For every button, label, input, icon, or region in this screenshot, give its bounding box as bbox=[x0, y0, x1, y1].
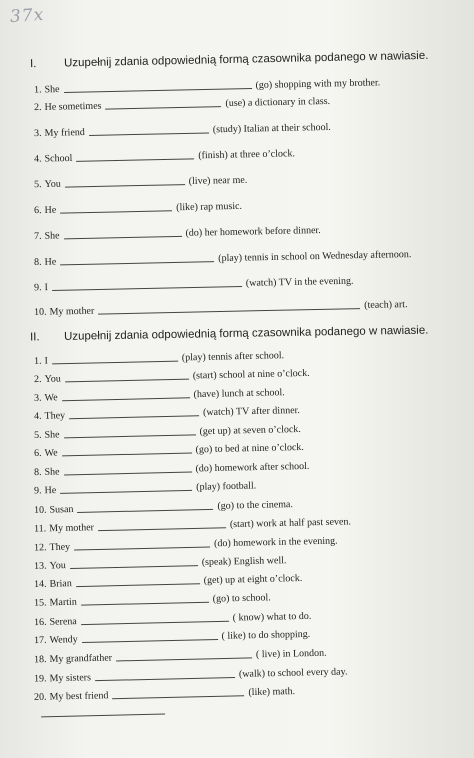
item-verb-prompt: (do) her homework before dinner. bbox=[185, 224, 321, 239]
exercise-item bbox=[34, 533, 338, 554]
answer-blank[interactable] bbox=[74, 545, 210, 550]
item-number: 9. bbox=[33, 485, 42, 497]
item-subject: I bbox=[44, 282, 49, 294]
item-number: 2. bbox=[33, 373, 42, 386]
answer-blank[interactable] bbox=[52, 360, 178, 365]
answer-blank[interactable] bbox=[70, 564, 198, 569]
item-subject: You bbox=[44, 178, 61, 191]
item-subject: We bbox=[44, 392, 58, 404]
item-subject: He bbox=[44, 256, 57, 268]
section-2-heading bbox=[30, 325, 429, 344]
answer-blank[interactable] bbox=[112, 694, 244, 699]
item-verb-prompt: (teach) art. bbox=[364, 299, 408, 311]
item-subject: Martin bbox=[49, 596, 77, 609]
exercise-item bbox=[34, 589, 271, 608]
item-subject: They bbox=[44, 410, 66, 422]
answer-blank[interactable] bbox=[64, 235, 182, 239]
handwritten-note: 37x bbox=[9, 4, 45, 28]
exercise-item bbox=[34, 246, 412, 268]
item-number: 12. bbox=[33, 542, 47, 554]
item-number: 13. bbox=[33, 560, 47, 572]
item-number: 11. bbox=[33, 523, 47, 535]
answer-blank[interactable] bbox=[62, 396, 190, 401]
item-subject: She bbox=[44, 84, 60, 96]
item-number: 10. bbox=[33, 504, 47, 516]
item-number: 4. bbox=[33, 153, 42, 165]
item-number: 3. bbox=[33, 392, 42, 404]
item-subject: We bbox=[44, 447, 58, 459]
item-subject: My friend bbox=[44, 127, 85, 139]
item-number: 19. bbox=[33, 673, 47, 685]
answer-blank[interactable] bbox=[69, 414, 199, 419]
item-number: 1. bbox=[33, 84, 42, 96]
answer-blank[interactable] bbox=[76, 582, 200, 587]
item-verb-prompt: (play) football. bbox=[196, 480, 257, 493]
item-verb-prompt: (do) homework after school. bbox=[195, 460, 310, 475]
exercise-item bbox=[34, 683, 295, 703]
item-verb-prompt: (do) homework in the evening. bbox=[213, 535, 338, 550]
answer-blank[interactable] bbox=[98, 307, 360, 314]
section-1-instruction: Uzupełnij zdania odpowiednią formą czasownika podanego w nawiasie. bbox=[63, 49, 429, 70]
exercise-item bbox=[34, 172, 248, 190]
item-number: 6. bbox=[33, 447, 42, 460]
item-number: 9. bbox=[33, 282, 42, 294]
exercise-item bbox=[34, 222, 321, 242]
exercise-item bbox=[34, 93, 330, 113]
answer-blank[interactable] bbox=[60, 209, 172, 213]
item-number: 5. bbox=[33, 179, 42, 191]
answer-blank[interactable] bbox=[81, 620, 229, 625]
item-number: 4. bbox=[33, 410, 42, 423]
item-verb-prompt: (live) near me. bbox=[188, 174, 248, 187]
item-verb-prompt: (use) a dictionary in class. bbox=[225, 95, 331, 110]
answer-blank[interactable] bbox=[82, 638, 218, 643]
answer-blank[interactable] bbox=[65, 378, 189, 383]
item-number: 2. bbox=[33, 101, 42, 114]
item-verb-prompt: (go) to school. bbox=[212, 592, 271, 605]
section-2-instruction: Uzupełnij zdania odpowiednią formą czasownika podanego w nawiasie. bbox=[63, 324, 429, 343]
item-verb-prompt: (like) rap music. bbox=[176, 200, 243, 214]
item-subject: He bbox=[44, 204, 57, 216]
answer-blank[interactable] bbox=[116, 656, 252, 661]
item-verb-prompt: (get up) at seven o’clock. bbox=[199, 423, 301, 438]
answer-blank[interactable] bbox=[65, 183, 185, 188]
item-verb-prompt: (start) school at nine o’clock. bbox=[192, 367, 310, 382]
exercise-item bbox=[34, 552, 287, 572]
answer-blank[interactable] bbox=[62, 451, 192, 456]
item-verb-prompt: (get) up at eight o’clock. bbox=[203, 572, 303, 587]
exercise-item bbox=[34, 347, 284, 367]
item-verb-prompt: (go) shopping with my brother. bbox=[255, 77, 381, 91]
item-subject: He sometimes bbox=[44, 100, 102, 113]
answer-blank[interactable] bbox=[64, 87, 252, 93]
exercise-item bbox=[34, 402, 300, 422]
item-verb-prompt: (watch) TV in the evening. bbox=[245, 275, 354, 289]
answer-blank[interactable] bbox=[60, 489, 192, 494]
item-subject: You bbox=[49, 560, 66, 572]
item-subject: My best friend bbox=[49, 690, 109, 703]
item-number: 16. bbox=[33, 616, 47, 629]
exercise-item bbox=[34, 145, 295, 164]
item-number: 10. bbox=[33, 306, 47, 318]
item-verb-prompt: (have) lunch at school. bbox=[193, 387, 285, 401]
exercise-item bbox=[34, 477, 256, 496]
answer-blank[interactable] bbox=[76, 157, 194, 161]
item-verb-prompt: ( know) what to do. bbox=[232, 610, 312, 624]
item-subject: Wendy bbox=[49, 634, 78, 646]
item-verb-prompt: (like) math. bbox=[248, 686, 296, 699]
exercise-item bbox=[34, 570, 303, 590]
exercise-item bbox=[34, 496, 293, 516]
item-subject: She bbox=[44, 466, 60, 478]
item-verb-prompt: (start) work at half past seven. bbox=[229, 516, 352, 531]
item-number: 1. bbox=[33, 355, 42, 367]
item-subject: They bbox=[49, 541, 71, 554]
answer-blank[interactable] bbox=[64, 433, 196, 438]
item-verb-prompt: ( live) in London. bbox=[255, 647, 327, 661]
exercise-item bbox=[34, 384, 285, 404]
item-number: 6. bbox=[33, 205, 42, 217]
exercise-item bbox=[34, 663, 348, 684]
answer-blank[interactable] bbox=[98, 526, 226, 531]
exercise-item bbox=[34, 702, 169, 719]
answer-blank[interactable] bbox=[106, 105, 222, 109]
exercise-item bbox=[34, 626, 310, 646]
item-subject: My grandfather bbox=[49, 652, 113, 665]
answer-blank[interactable] bbox=[52, 285, 242, 291]
item-number: 14. bbox=[33, 578, 47, 591]
answer-blank[interactable] bbox=[64, 471, 192, 476]
exercise-item bbox=[34, 645, 327, 666]
answer-blank[interactable] bbox=[81, 601, 209, 606]
item-verb-prompt: (finish) at three o’clock. bbox=[198, 148, 296, 162]
item-verb-prompt: (speak) English well. bbox=[201, 555, 287, 569]
exercise-item bbox=[34, 439, 304, 459]
item-verb-prompt: (play) tennis in school on Wednesday afternoon. bbox=[218, 249, 412, 265]
item-verb-prompt: ( like) to do shopping. bbox=[221, 628, 311, 642]
item-number: 8. bbox=[33, 466, 42, 479]
item-number: 8. bbox=[33, 256, 42, 268]
item-number: 5. bbox=[33, 429, 42, 442]
answer-blank[interactable] bbox=[95, 676, 235, 681]
item-verb-prompt: (play) tennis after school. bbox=[181, 350, 285, 364]
answer-blank[interactable] bbox=[41, 713, 165, 718]
item-number: 20. bbox=[33, 691, 47, 703]
item-subject: My mother bbox=[49, 522, 95, 535]
item-verb-prompt: (go) to the cinema. bbox=[217, 499, 294, 512]
item-number: 18. bbox=[33, 654, 47, 666]
section-1-roman: I. bbox=[29, 58, 37, 71]
item-subject: She bbox=[44, 429, 60, 441]
exercise-item bbox=[34, 273, 354, 294]
item-subject: Brian bbox=[49, 578, 72, 590]
exercise-item bbox=[34, 365, 310, 385]
item-verb-prompt: (go) to bed at nine o’clock. bbox=[195, 441, 304, 456]
item-subject: You bbox=[44, 373, 61, 385]
section-1-heading bbox=[30, 50, 429, 70]
item-subject: My mother bbox=[49, 305, 95, 318]
item-subject: I bbox=[44, 355, 49, 367]
section-2-roman: II. bbox=[29, 331, 40, 344]
item-verb-prompt: (study) Italian at their school. bbox=[212, 121, 331, 136]
item-verb-prompt: (walk) to school every day. bbox=[238, 666, 348, 680]
item-number: 17. bbox=[33, 634, 47, 647]
answer-blank[interactable] bbox=[89, 131, 209, 136]
exercise-item bbox=[34, 119, 331, 139]
item-number: 15. bbox=[33, 597, 47, 609]
exercise-item bbox=[34, 608, 312, 628]
item-subject: She bbox=[44, 230, 60, 242]
item-subject: Susan bbox=[49, 504, 74, 516]
exercise-item bbox=[34, 513, 351, 534]
item-number: 7. bbox=[33, 230, 42, 243]
answer-blank[interactable] bbox=[60, 260, 214, 265]
item-subject: School bbox=[44, 152, 73, 165]
item-subject: My sisters bbox=[49, 672, 92, 685]
item-subject: Serena bbox=[49, 616, 77, 628]
exercise-item bbox=[34, 198, 242, 216]
item-number: 3. bbox=[33, 127, 42, 140]
exercise-item bbox=[34, 296, 408, 318]
item-subject: He bbox=[44, 485, 57, 497]
exercise-item bbox=[34, 458, 310, 478]
answer-blank[interactable] bbox=[77, 508, 213, 513]
exercise-item bbox=[34, 421, 301, 441]
item-verb-prompt: (watch) TV after dinner. bbox=[202, 404, 300, 419]
